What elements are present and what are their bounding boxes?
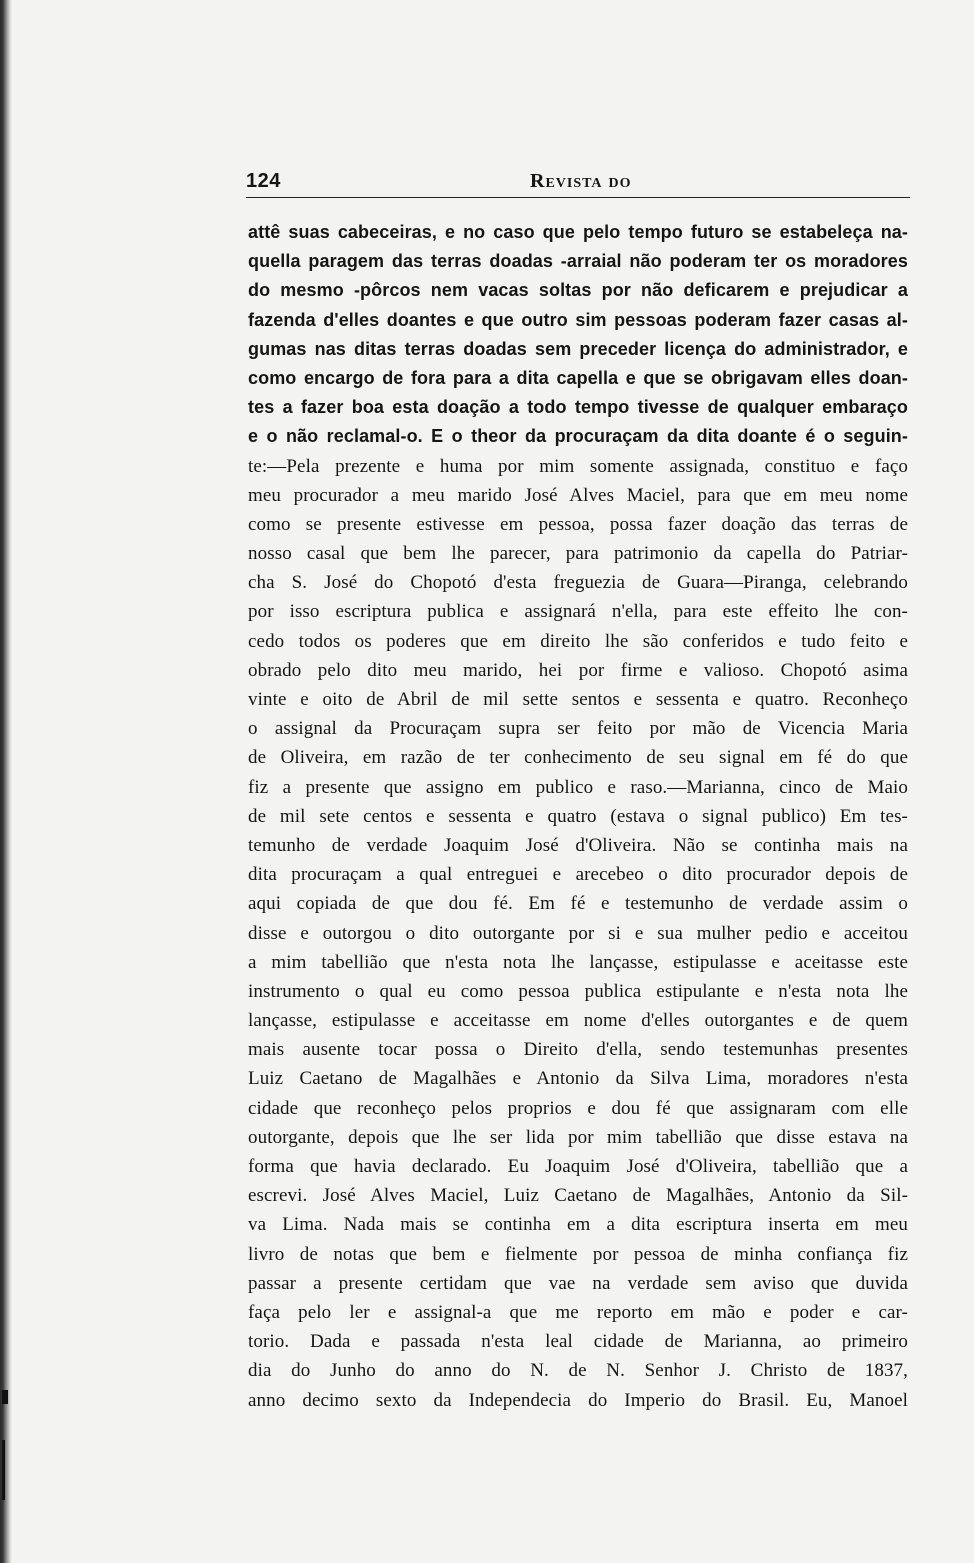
- text-line: por isso escriptura publica e assignará n'ella, para este effeito lhe con-: [248, 601, 908, 623]
- binding-mark: [2, 1390, 8, 1404]
- text-line: vinte e oito de Abril de mil sette sentos e sessenta e quatro. Reconheço: [248, 689, 908, 710]
- text-line: temunho de verdade Joaquim José d'Oliveira. Não se continha mais na: [248, 834, 908, 856]
- text-line: tes a fazer boa esta doação a todo tempo tivesse de qualquer embaraço: [248, 397, 908, 418]
- running-title: Revista do: [530, 170, 632, 192]
- text-line: dia do Junho do anno do N. de N. Senhor J. Christo de 1837,: [248, 1360, 908, 1382]
- text-line: e o não reclamal-o. E o theor da procuraçam da dita doante é o seguin-: [248, 426, 908, 447]
- text-line: te:—Pela prezente e huma por mim somente assignada, constituo e faço: [248, 455, 908, 477]
- text-line: anno decimo sexto da Independecia do Imperio do Brasil. Eu, Manoel: [248, 1389, 908, 1411]
- binding-mark: [2, 1440, 5, 1500]
- text-line: nosso casal que bem lhe parecer, para patrimonio da capella do Patriar-: [248, 543, 908, 565]
- text-line: de Oliveira, em razão de ter conhecimento de seu signal em fé do que: [248, 747, 908, 769]
- text-line: cidade que reconheço pelos proprios e dou fé que assignaram com elle: [248, 1097, 908, 1119]
- text-line: attê suas cabeceiras, e no caso que pelo tempo futuro se estabeleça na-: [248, 222, 908, 242]
- text-line: gumas nas ditas terras doadas sem preceder licença do administrador, e: [248, 338, 908, 359]
- text-line: de mil sete centos e sessenta e quatro (estava o signal publico) Em tes-: [248, 805, 908, 827]
- text-line: outorgante, depois que lhe ser lida por mim tabellião que disse estava na: [248, 1126, 908, 1148]
- text-line: cha S. José do Chopotó d'esta freguezia de Guara—Piranga, celebrando: [248, 572, 908, 594]
- header-rule: [246, 197, 910, 198]
- body-text: [248, 218, 908, 1415]
- text-line: fazenda d'elles doantes e que outro sim pessoas poderam fazer casas al-: [248, 309, 908, 330]
- text-line: como encargo de fora para a dita capella e que se obrigavam elles doan-: [248, 367, 908, 388]
- text-line: cedo todos os poderes que em direito lhe são conferidos e tudo feito e: [248, 630, 908, 652]
- text-line: o assignal da Procuraçam supra ser feito por mão de Vicencia Maria: [248, 718, 908, 740]
- text-line: do mesmo -pôrcos nem vacas soltas por não deficarem e prejudicar a: [248, 280, 908, 301]
- text-line: passar a presente certidam que vae na verdade sem aviso que duvida: [248, 1272, 908, 1294]
- text-line: va Lima. Nada mais se continha em a dita escriptura inserta em meu: [248, 1214, 908, 1236]
- text-line: Luiz Caetano de Magalhães e Antonio da Silva Lima, moradores n'esta: [248, 1068, 908, 1090]
- text-line: obrado pelo dito meu marido, hei por firme e valioso. Chopotó asima: [248, 659, 908, 681]
- text-line: meu procurador a meu marido José Alves Maciel, para que em meu nome: [248, 484, 908, 506]
- text-line: faça pelo ler e assignal-a que me reporto em mão e poder e car-: [248, 1301, 908, 1323]
- text-line: dita procuraçam a qual entreguei e arecebeo o dito procurador depois de: [248, 864, 908, 886]
- text-line: a mim tabellião que n'esta nota lhe lançasse, estipulasse e aceitasse este: [248, 951, 908, 973]
- text-line: mais ausente tocar possa o Direito d'ella, sendo testemunhas presentes: [248, 1039, 908, 1061]
- page-number: 124: [246, 170, 281, 192]
- text-line: aqui copiada de que dou fé. Em fé e testemunho de verdade assim o: [248, 893, 908, 915]
- text-line: quella paragem das terras doadas -arraial não poderam ter os moradores: [248, 251, 908, 272]
- text-line: disse e outorgou o dito outorgante por si e sua mulher pedio e acceitou: [248, 922, 908, 944]
- text-line: torio. Dada e passada n'esta leal cidade de Marianna, ao primeiro: [248, 1331, 908, 1353]
- text-line: instrumento o qual eu como pessoa publica estipulante e n'esta nota lhe: [248, 980, 908, 1002]
- text-line: lançasse, estipulasse e acceitasse em nome d'elles outorgantes e de quem: [248, 1010, 908, 1032]
- page-binding-edge: [0, 0, 12, 1563]
- text-line: escrevi. José Alves Maciel, Luiz Caetano de Magalhães, Antonio da Sil-: [248, 1185, 908, 1207]
- text-line: livro de notas que bem e fielmente por pessoa de minha confiança fiz: [248, 1243, 908, 1265]
- text-line: forma que havia declarado. Eu Joaquim José d'Oliveira, tabellião que a: [248, 1156, 908, 1177]
- text-line: fiz a presente que assigno em publico e raso.—Marianna, cinco de Maio: [248, 776, 908, 798]
- text-line: como se presente estivesse em pessoa, possa fazer doação das terras de: [248, 513, 908, 535]
- page-header: [246, 170, 910, 196]
